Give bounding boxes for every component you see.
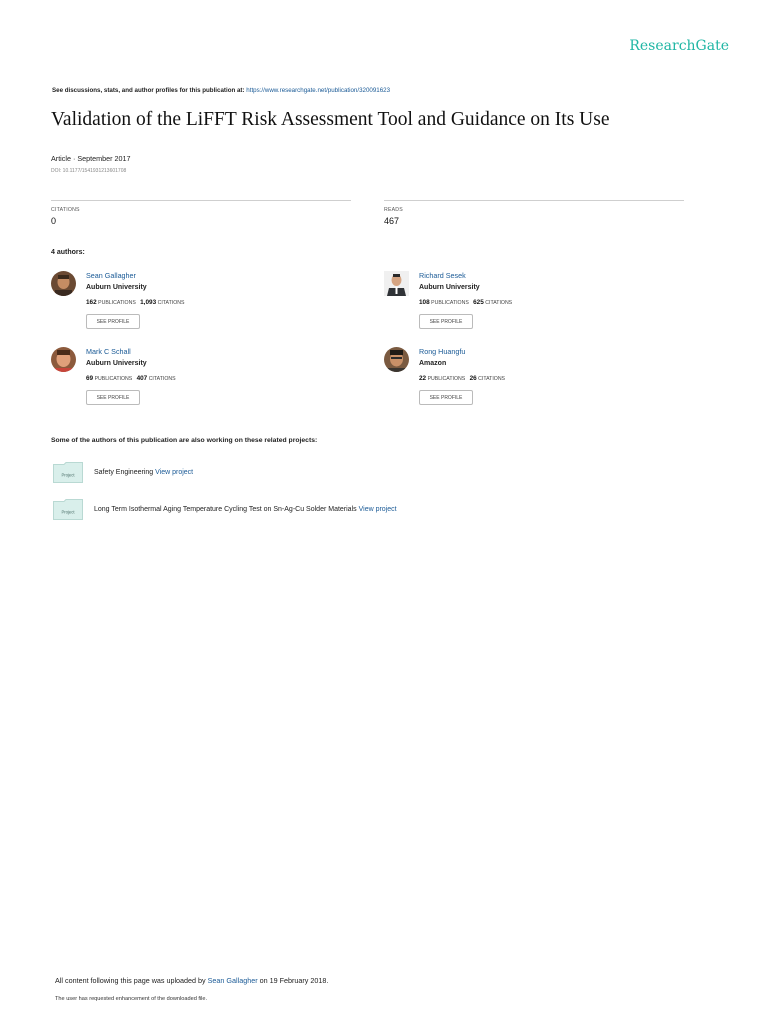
uploaded-prefix: All content following this page was uploaded by <box>55 976 206 985</box>
publications-count: 108 <box>419 299 430 306</box>
citations-count: 407 <box>136 375 148 382</box>
citations-label: CITATIONS <box>478 376 506 382</box>
doi: DOI: 10.1177/1541931213601708 <box>51 168 127 174</box>
citations-label: CITATIONS <box>148 376 176 382</box>
user-requested-note: The user has requested enhancement of the downloaded file. <box>55 996 208 1002</box>
project-title-line <box>94 506 397 513</box>
publications-label: PUBLICATIONS <box>431 300 469 306</box>
related-projects-heading: Some of the authors of this publication are also working on these related projects: <box>51 437 318 444</box>
publication-url-link[interactable]: https://www.researchgate.net/publication/320091623 <box>246 87 391 94</box>
project-name: Safety Engineering <box>94 469 154 476</box>
project-item <box>51 499 651 523</box>
discussion-prefix: See discussions, stats, and author profiles for this publication at: <box>52 87 245 94</box>
reads-value: 467 <box>384 216 400 226</box>
view-project-link[interactable]: View project <box>155 469 194 476</box>
author-institution: Auburn University <box>86 360 147 367</box>
citations-value: 0 <box>51 216 57 226</box>
avatar[interactable] <box>51 347 76 372</box>
publications-count: 162 <box>86 299 97 306</box>
project-title-line <box>94 469 193 476</box>
project-name: Long Term Isothermal Aging Temperature Cycling Test on Sn-Ag-Cu Solder Materials <box>94 506 357 513</box>
reads-stat <box>384 200 684 226</box>
avatar[interactable] <box>51 271 76 296</box>
author-card <box>384 271 684 341</box>
uploaded-suffix: on 19 February 2018. <box>259 976 329 985</box>
publication-title: Validation of the LiFFT Risk Assessment Tool and Guidance on Its Use <box>51 109 610 130</box>
citations-label: CITATIONS <box>51 207 80 213</box>
citations-count: 625 <box>473 299 484 306</box>
authors-heading: 4 authors: <box>51 249 85 256</box>
reads-label: READS <box>384 207 403 213</box>
article-meta: Article · September 2017 <box>51 154 131 163</box>
author-name[interactable]: Sean Gallagher <box>86 271 136 280</box>
see-profile-button[interactable]: SEE PROFILE <box>86 390 140 405</box>
author-institution: Auburn University <box>86 284 147 291</box>
author-name[interactable]: Richard Sesek <box>419 271 466 280</box>
author-institution: Amazon <box>419 360 447 367</box>
citations-label: CITATIONS <box>157 300 185 306</box>
citations-stat <box>51 200 351 226</box>
author-card <box>51 271 351 341</box>
uploaded-note <box>55 976 328 985</box>
citations-count: 1,093 <box>140 299 157 306</box>
author-stats <box>86 375 176 382</box>
avatar[interactable] <box>384 271 409 296</box>
project-item <box>51 462 651 486</box>
project-folder-icon <box>53 499 83 520</box>
see-profile-button[interactable]: SEE PROFILE <box>419 390 473 405</box>
project-icon-label: Project <box>61 472 75 478</box>
see-profile-button[interactable]: SEE PROFILE <box>419 314 473 329</box>
uploader-link[interactable]: Sean Gallagher <box>207 976 258 985</box>
avatar[interactable] <box>384 347 409 372</box>
author-name[interactable]: Rong Huangfu <box>419 347 466 356</box>
project-icon-label: Project <box>61 509 75 515</box>
publications-label: PUBLICATIONS <box>98 300 136 306</box>
citations-label: CITATIONS <box>485 300 513 306</box>
publications-count: 69 <box>86 375 94 382</box>
publications-count: 22 <box>419 375 427 382</box>
author-stats <box>86 299 184 306</box>
publications-label: PUBLICATIONS <box>427 376 466 382</box>
author-stats <box>419 299 512 306</box>
citations-count: 26 <box>469 375 477 382</box>
researchgate-logo[interactable]: ResearchGate <box>629 38 729 54</box>
author-name[interactable]: Mark C Schall <box>86 347 131 356</box>
author-stats <box>419 375 505 382</box>
author-card <box>51 347 351 417</box>
discussion-line <box>52 87 390 94</box>
author-card <box>384 347 684 417</box>
view-project-link[interactable]: View project <box>358 506 397 513</box>
publications-label: PUBLICATIONS <box>94 376 133 382</box>
author-institution: Auburn University <box>419 284 480 291</box>
project-folder-icon <box>53 462 83 483</box>
see-profile-button[interactable]: SEE PROFILE <box>86 314 140 329</box>
